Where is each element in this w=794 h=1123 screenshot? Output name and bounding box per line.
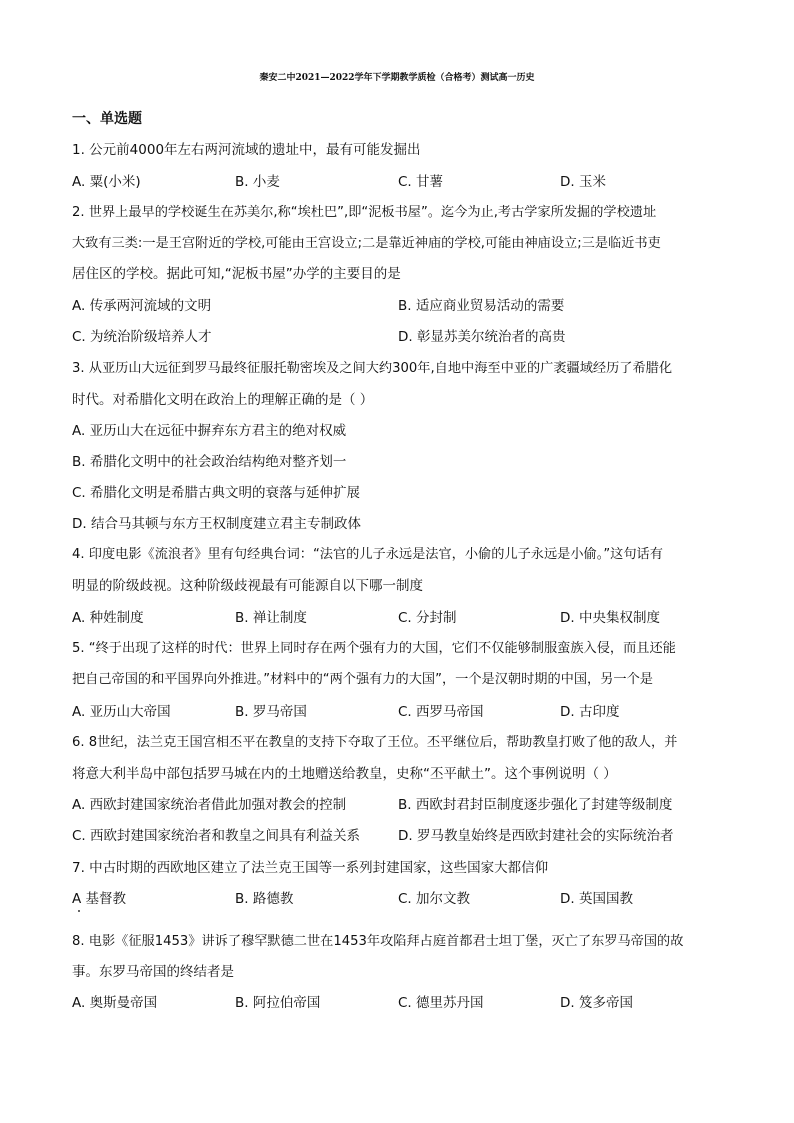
question-7-option-c[interactable]: C. 加尔文教 — [398, 891, 471, 907]
question-3-option-d[interactable]: D. 结合马其顿与东方王权制度建立君主专制政体 — [72, 516, 361, 532]
question-6-option-d[interactable]: D. 罗马教皇始终是西欧封建社会的实际统治者 — [398, 828, 674, 844]
question-3-option-b[interactable]: B. 希腊化文明中的社会政治结构绝对整齐划一 — [72, 454, 347, 470]
page-title: 秦安二中2021—2022学年下学期教学质检（合格考）测试高一历史 — [259, 73, 535, 83]
question-4-option-d[interactable]: D. 中央集权制度 — [560, 610, 660, 626]
question-7-line-1: 7. 中古时期的西欧地区建立了法兰克王国等一系列封建国家，这些国家大都信仰 — [72, 860, 549, 876]
question-7-option-b[interactable]: B. 路德教 — [235, 891, 294, 907]
question-8-line-1: 8. 电影《征服1453》讲诉了穆罕默德二世在1453年攻陷拜占庭首都君士坦丁堡，灭亡了东罗马帝国的故 — [72, 934, 684, 949]
question-1-option-a[interactable]: A. 粟(小米) — [72, 174, 141, 190]
question-2-line-1: 2. 世界上最早的学校诞生在苏美尔,称“埃杜巴”,即“泥板书屋”。迄今为止,考古学家所发掘的学校遗址 — [72, 205, 657, 220]
question-4-option-c[interactable]: C. 分封制 — [398, 610, 457, 626]
question-1-option-d[interactable]: D. 玉米 — [560, 174, 606, 190]
question-2-option-b[interactable]: B. 适应商业贸易活动的需要 — [398, 298, 565, 314]
question-1-option-b[interactable]: B. 小麦 — [235, 174, 280, 190]
question-5-line-2: 把自己帝国的和平国界向外推进。”材料中的“两个强有力的大国”，一个是汉朝时期的中国，另一个是 — [72, 672, 653, 687]
question-7-option-d[interactable]: D. 英国国教 — [560, 891, 633, 907]
question-2-line-2: 大致有三类:一是王宫附近的学校,可能由王宫设立;二是靠近神庙的学校,可能由神庙设立;三是临近书吏 — [72, 236, 661, 251]
question-6-line-2: 将意大利半岛中部包括罗马城在内的土地赠送给教皇，史称“丕平献土”。这个事例说明（ ） — [72, 766, 617, 782]
question-8-option-d[interactable]: D. 笈多帝国 — [560, 995, 633, 1011]
question-3-line-2: 时代。对希腊化文明在政治上的理解正确的是（ ） — [72, 392, 374, 408]
question-8-option-a[interactable]: A. 奥斯曼帝国 — [72, 995, 158, 1011]
question-8-option-c[interactable]: C. 德里苏丹国 — [398, 995, 484, 1011]
question-8-option-b[interactable]: B. 阿拉伯帝国 — [235, 995, 321, 1011]
question-5-option-c[interactable]: C. 西罗马帝国 — [398, 704, 484, 720]
question-6-option-b[interactable]: B. 西欧封君封臣制度逐步强化了封建等级制度 — [398, 797, 673, 813]
question-4-line-2: 明显的阶级歧视。这种阶级歧视最有可能源自以下哪一制度 — [72, 578, 423, 594]
stray-mark — [78, 910, 80, 912]
question-2-option-d[interactable]: D. 彰显苏美尔统治者的高贵 — [398, 329, 566, 345]
question-2-line-3: 居住区的学校。据此可知,“泥板书屋”办学的主要目的是 — [72, 266, 401, 282]
question-4-line-1: 4. 印度电影《流浪者》里有句经典台词：“法官的儿子永远是法官，小偷的儿子永远是小偷。”这句话有 — [72, 547, 663, 562]
question-5-option-b[interactable]: B. 罗马帝国 — [235, 704, 307, 720]
question-8-line-2: 事。东罗马帝国的终结者是 — [72, 964, 234, 980]
question-6-option-c[interactable]: C. 西欧封建国家统治者和教皇之间具有利益关系 — [72, 828, 361, 844]
question-7-option-a[interactable]: A 基督教 — [72, 891, 127, 907]
question-6-option-a[interactable]: A. 西欧封建国家统治者借此加强对教会的控制 — [72, 797, 347, 813]
question-5-option-a[interactable]: A. 亚历山大帝国 — [72, 704, 171, 720]
question-3-line-1: 3. 从亚历山大远征到罗马最终征服托勒密埃及之间大约300年,自地中海至中亚的广袤疆域经历了希腊化 — [72, 361, 673, 376]
question-6-line-1: 6. 8世纪，法兰克王国宫相丕平在教皇的支持下夺取了王位。丕平继位后，帮助教皇打败了他的敌人，并 — [72, 735, 678, 750]
question-3-option-a[interactable]: A. 亚历山大在远征中摒弃东方君主的绝对权威 — [72, 423, 347, 439]
question-4-option-a[interactable]: A. 种姓制度 — [72, 610, 144, 626]
question-5-option-d[interactable]: D. 古印度 — [560, 704, 620, 720]
question-2-option-a[interactable]: A. 传承两河流域的文明 — [72, 298, 212, 314]
question-4-option-b[interactable]: B. 禅让制度 — [235, 610, 307, 626]
question-3-option-c[interactable]: C. 希腊化文明是希腊古典文明的衰落与延伸扩展 — [72, 485, 361, 501]
question-1-option-c[interactable]: C. 甘薯 — [398, 174, 444, 190]
question-5-line-1: 5. “终于出现了这样的时代：世界上同时存在两个强有力的大国，它们不仅能够制服蛮族入侵，而且还能 — [72, 641, 676, 656]
section-heading: 一、单选题 — [72, 111, 142, 127]
question-1-line-1: 1. 公元前4000年左右两河流域的遗址中，最有可能发掘出 — [72, 142, 421, 158]
question-2-option-c[interactable]: C. 为统治阶级培养人才 — [72, 329, 212, 345]
